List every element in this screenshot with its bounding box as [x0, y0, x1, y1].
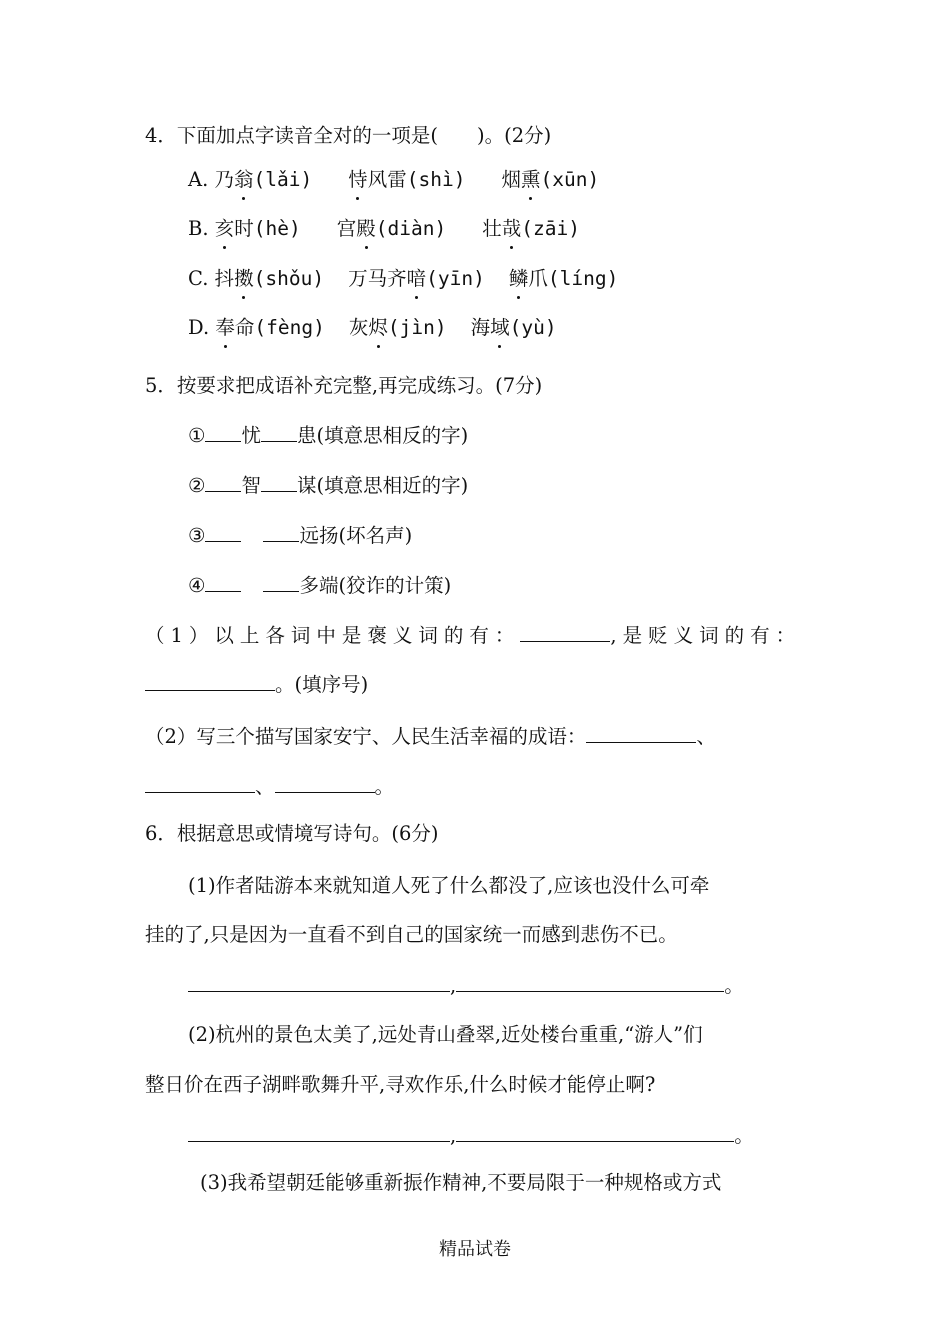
q4-option-c: C. 抖擞(shǒu) 万马齐喑(yīn) 鳞爪(líng) — [188, 265, 618, 293]
q6-p2-line2: 整日价在西子湖畔歌舞升平,寻欢作乐,什么时候才能停止啊? — [145, 1073, 656, 1096]
dotted-char: 域 — [490, 314, 510, 342]
dotted-char: 烬 — [368, 314, 388, 342]
page-footer: 精品试卷 — [439, 1239, 511, 1260]
q6-p1-line1: (1)作者陆游本来就知道人死了什么都没了,应该也没什么可牵 — [188, 874, 710, 897]
dotted-char: 殿 — [356, 215, 376, 243]
q6-p2-answer: , 。 — [188, 1121, 754, 1150]
q5-sub-2-cont: 、 。 — [145, 772, 394, 801]
q6-p1-line2: 挂的了,只是因为一直看不到自己的国家统一而感到悲伤不已。 — [145, 923, 678, 946]
dotted-char: 奉 — [215, 314, 235, 342]
q6-p1-answer: , 。 — [188, 971, 744, 1000]
q5-item-2: ② 智 谋(填意思相近的字) — [188, 471, 468, 500]
q4-option-a: A. 乃翁(lǎi) 恃风雷(shì) 烟熏(xūn) — [188, 166, 599, 194]
dotted-char: 鳞 — [509, 265, 529, 293]
dotted-char: 哉 — [502, 215, 522, 243]
q4-option-d: D. 奉命(fèng) 灰烬(jìn) 海域(yù) — [188, 314, 557, 342]
q5-sub-1: （1）以上各词中是褒义词的有： ,是贬义词的有： — [145, 621, 801, 650]
dotted-char: 擞 — [234, 265, 254, 293]
q5-sub-2: （2）写三个描写国家安宁、人民生活幸福的成语： 、 — [145, 722, 716, 751]
q5-item-4: ④ 多端(狡诈的计策) — [188, 571, 451, 600]
q5-sub-1-cont: 。(填序号) — [145, 670, 368, 699]
dotted-char: 亥 — [215, 215, 235, 243]
dotted-char: 熏 — [521, 166, 541, 194]
dotted-char: 喑 — [407, 265, 427, 293]
q6-p2-line1: (2)杭州的景色太美了,远处青山叠翠,近处楼台重重,“游人”们 — [188, 1023, 703, 1046]
dotted-char: 翁 — [234, 166, 254, 194]
q5-item-3: ③ 远扬(坏名声) — [188, 521, 412, 550]
q5-item-1: ① 忧 患(填意思相反的字) — [188, 421, 468, 450]
q6-p3-line1: (3)我希望朝廷能够重新振作精神,不要局限于一种规格或方式 — [200, 1171, 722, 1194]
dotted-char: 恃 — [348, 166, 368, 194]
q4-stem: 4．下面加点字读音全对的一项是( )。(2分) — [145, 124, 552, 147]
q5-stem: 5．按要求把成语补充完整,再完成练习。(7分) — [145, 374, 543, 397]
q4-option-b: B. 亥时(hè) 宫殿(diàn) 壮哉(zāi) — [188, 215, 580, 243]
q6-stem: 6．根据意思或情境写诗句。(6分) — [145, 822, 439, 845]
